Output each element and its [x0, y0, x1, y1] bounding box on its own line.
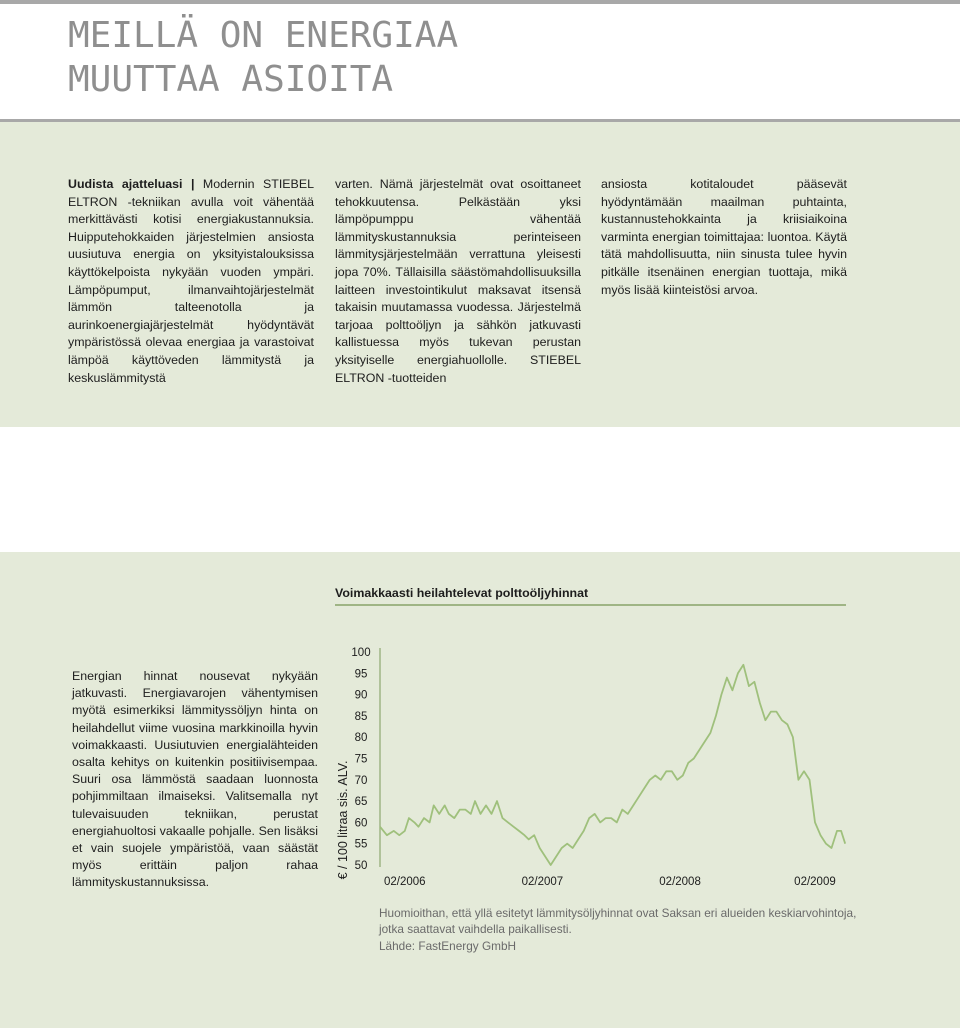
- x-tick-label: 02/2009: [794, 876, 836, 888]
- intro-column-1: [68, 176, 314, 387]
- chart-title-rule: [335, 604, 846, 606]
- y-tick-label: 75: [354, 753, 368, 766]
- note-line-2: jotka saattavat vaihdella paikallisesti.: [379, 922, 572, 937]
- y-tick-label: 55: [354, 838, 368, 851]
- price-line: [380, 665, 845, 865]
- oil-price-chart: [326, 636, 856, 896]
- page-title: [68, 14, 458, 102]
- side-text: Energian hinnat nousevat nykyään jatkuvasti. Energiavarojen vähentymisen myötä esimerkiksi lämmityssöljyn hinta on heilahdellut viime vuosina markkinoilla hyvin voimakkaasti. Uusiutuvien energialähteiden osalta kehitys on kuitenkin positiivisempaa. Suuri osa lämmöstä saadaan luonnosta pohjimmiltaan ilmaiseksi. Valitsemalla nyt tulevaisuuden tekniikan, perustat energiahuoltosi vakaalle pohjalle. Sen lisäksi et vain suojele ympäristöä, vaan säästät myös erittäin paljon rahaa lämmityskustannuksissa.: [72, 669, 318, 890]
- y-tick-label: 65: [354, 796, 368, 809]
- chart-side-text: [72, 668, 318, 892]
- intro-column-3: [601, 176, 847, 299]
- y-tick-label: 95: [354, 668, 368, 681]
- chart-title: Voimakkaasti heilahtelevat polttoöljyhinnat: [335, 586, 589, 600]
- x-tick-label: 02/2007: [521, 876, 564, 888]
- intro-column-2: [335, 176, 581, 387]
- lead-heading: Uudista ajatteluasi |: [68, 177, 195, 191]
- note-line-3: Lähde: FastEnergy GmbH: [379, 938, 517, 953]
- y-axis-label: € / 100 litraa sis. ALV.: [336, 760, 350, 880]
- y-tick-label: 70: [354, 774, 368, 787]
- y-tick-label: 90: [354, 689, 368, 702]
- y-tick-label: 100: [351, 647, 371, 659]
- intro-text-3: ansiosta kotitaloudet pääsevät hyödyntämään maailman puhtainta, kustannustehokkainta ja kriisiaikoina varminta energian toimittajaa: luontoa. Käytä tätä mahdollisuutta, niin sinusta tulee hyvin pitkälle itsenäinen energian tuottaja, mikä myös lisää kiinteistösi arvoa.: [601, 177, 847, 297]
- y-tick-label: 85: [354, 710, 368, 723]
- y-tick-label: 50: [354, 860, 368, 872]
- top-rule: [0, 0, 960, 4]
- title-line-1: MEILLÄ ON ENERGIAA: [68, 15, 459, 56]
- x-tick-label: 02/2008: [659, 876, 701, 888]
- y-tick-label: 60: [354, 817, 368, 830]
- intro-text-1: Modernin STIEBEL ELTRON -tekniikan avulla voit vähentää merkittävästi kotisi energiakustannuksia. Huipputehokkaiden järjestelmien ansiosta uusiutuva energia on yksityistalouksissa käyttökelpoista nykyään vuoden ympäri. Lämpöpumput, ilmanvaihtojärjestelmät lämmön talteenotolla ja aurinkoenergiajärjestelmät hyödyntävät ympäristössä olevaa energiaa ja varastoivat lämpöä käyttöveden lämmitystä ja keskuslämmitystä: [68, 177, 314, 385]
- note-line-1: Huomioithan, että yllä esitetyt lämmitysöljyhinnat ovat Saksan eri alueiden keskiarvohintoja,: [379, 906, 857, 920]
- intro-text-2: varten. Nämä järjestelmät ovat osoittaneet tehokkuutensa. Pelkästään yksi lämpöpumppu vähentää lämmityskustannuksia perinteiseen lämmitysjärjestelmään verrattuna yleisesti jopa 70%. Tällaisilla säästömahdollisuuksilla laitteen investointikulut maksavat itsensä takaisin muutamassa vuodessa. Järjestelmä tarjoaa polttoöljyn ja sähkön jatkuvasti kallistuessa myös tukevan perustan yksityiselle energiahuollolle. STIEBEL ELTRON -tuotteiden: [335, 177, 581, 385]
- x-tick-label: 02/2006: [383, 876, 426, 888]
- y-tick-label: 80: [354, 732, 368, 745]
- title-line-2: MUUTTAA ASIOITA: [68, 59, 394, 100]
- chart-note: [379, 905, 859, 954]
